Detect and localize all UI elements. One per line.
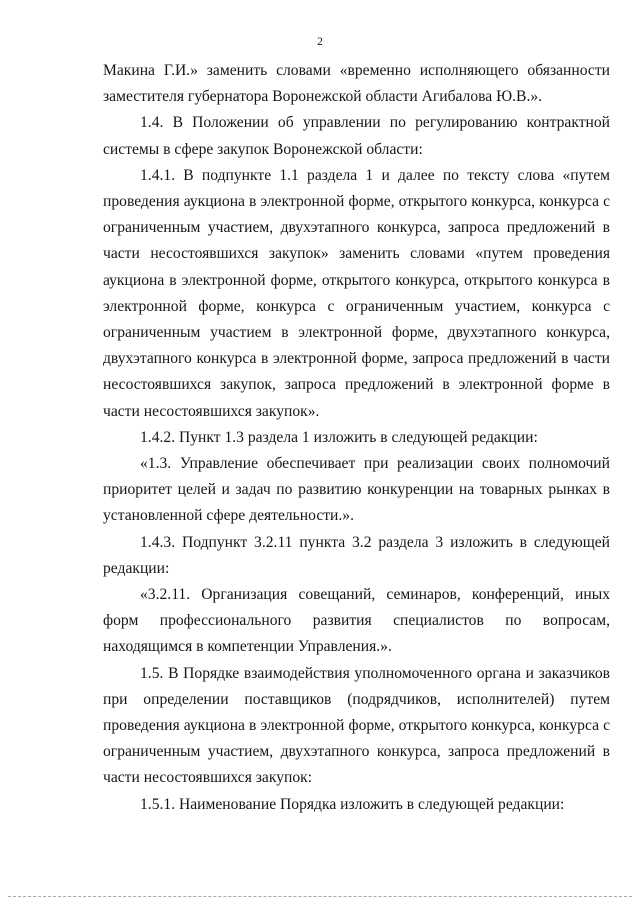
paragraph-1-4: 1.4. В Положении об управлении по регулированию контрактной системы в сфере закупок Воронежской области: xyxy=(103,114,610,158)
paragraph-continuation: Макина Г.И.» заменить словами «временно исполняющего обязанности заместителя губернатора Воронежской области Агибалова Ю.В.». xyxy=(103,62,610,106)
paragraph-1-4-1: 1.4.1. В подпункте 1.1 раздела 1 и далее по тексту слова «путем проведения аукциона в электронной форме, открытого конкурса, конкурса с ограниченным участием, двухэтапного конкурса, запроса предложений в части несостоявшихся закупок» заменить словами «путем проведения аукциона в электронной форме, открытого конкурса, открытого конкурса в электронной форме, конкурса с ограниченным участием, конкурса с ограниченным участием в электронной форме, двухэтапного конкурса, двухэтапного конкурса в электронной форме, запроса предложений в части несостоявшихся закупок, запроса предложений в электронной форме в части несостоявшихся закупок». xyxy=(103,166,610,420)
document-body xyxy=(103,58,610,818)
paragraph-1-5: 1.5. В Порядке взаимодействия уполномоченного органа и заказчиков при определении поставщиков (подрядчиков, исполнителей) путем проведения аукциона в электронной форме, открытого конкурса, конкурса с ограниченным участием, двухэтапного конкурса, запроса предложений в части несостоявшихся закупок: xyxy=(103,664,610,787)
paragraph-1-4-2: 1.4.2. Пункт 1.3 раздела 1 изложить в следующей редакции: xyxy=(140,428,538,446)
page-bottom-edge xyxy=(8,896,632,897)
page-number: 2 xyxy=(317,36,323,48)
paragraph-quote-1-3: «1.3. Управление обеспечивает при реализации своих полномочий приоритет целей и задач по развитию конкуренции на товарных рынках в установленной сфере деятельности.». xyxy=(103,455,610,525)
paragraph-quote-3-2-11: «3.2.11. Организация совещаний, семинаров, конференций, иных форм профессионального развития специалистов по вопросам, находящимся в компетенции Управления.». xyxy=(103,586,610,656)
paragraph-1-4-3: 1.4.3. Подпункт 3.2.11 пункта 3.2 раздела 3 изложить в следующей редакции: xyxy=(103,533,610,577)
paragraph-1-5-1: 1.5.1. Наименование Порядка изложить в следующей редакции: xyxy=(140,795,565,813)
